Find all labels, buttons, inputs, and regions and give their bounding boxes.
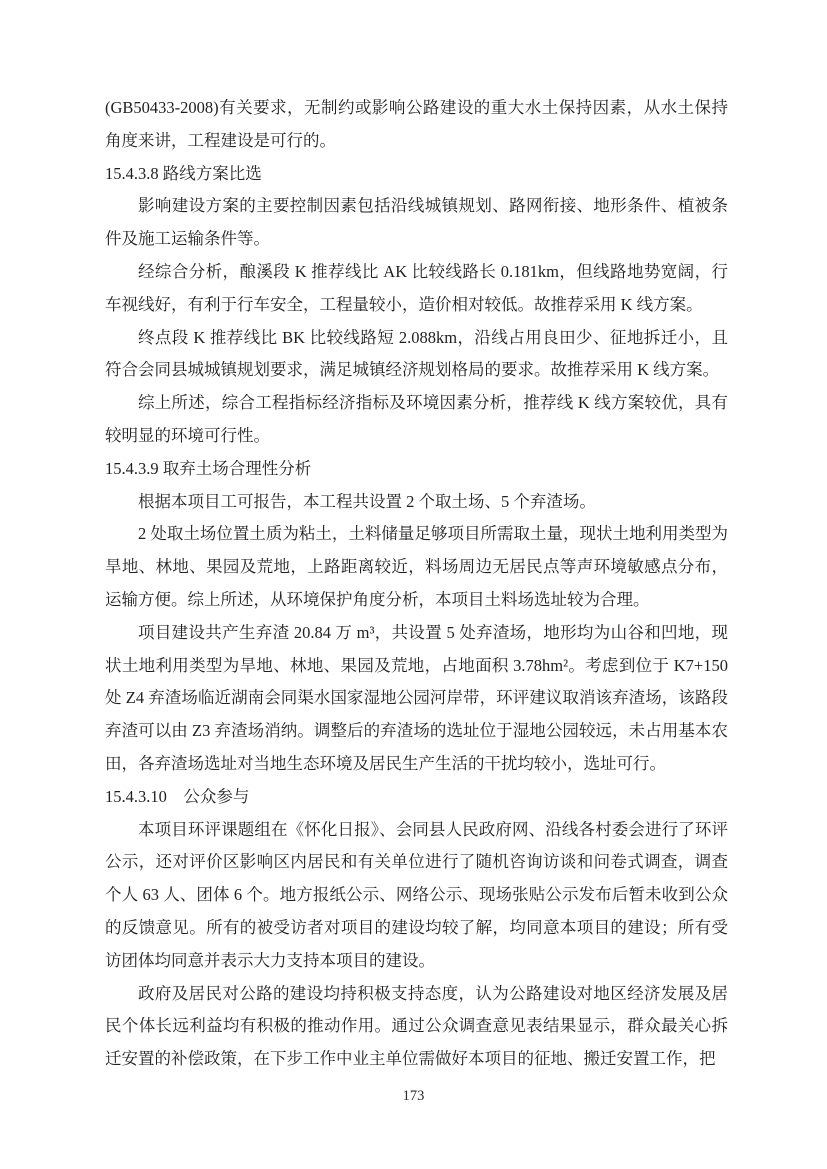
document-body	[105, 92, 728, 1076]
paragraph-public-attitude: 政府及居民对公路的建设均持积极支持态度，认为公路建设对地区经济发展及居民个体长远利益均有积极的推动作用。通过公众调查意见表结果显示，群众最关心拆迁安置的补偿政策，在下步工作中业主单位需做好本项目的征地、搬迁安置工作，把	[105, 983, 728, 1069]
section-heading-15-4-3-9: 15.4.3.9 取弃土场合理性分析	[105, 458, 312, 478]
paragraph-route-comparison-conclusion: 综上所述，综合工程指标经济指标及环境因素分析，推荐线 K 线方案较优，具有较明显的环境可行性。	[105, 393, 728, 445]
section-heading-15-4-3-8: 15.4.3.8 路线方案比选	[105, 163, 262, 183]
paragraph-borrow-spoil-sites-count: 根据本项目工可报告，本工程共设置 2 个取土场、5 个弃渣场。	[138, 491, 596, 511]
paragraph-borrow-sites-analysis: 2 处取土场位置土质为粘土，土料储量足够项目所需取土量，现状土地利用类型为旱地、林地、果园及荒地，上路距离较近，料场周边无居民点等声环境敏感点分布，运输方便。综上所述，从环境保护角度分析，本项目土料场选址较为合理。	[105, 524, 728, 609]
paragraph-water-soil-conclusion: (GB50433-2008)有关要求，无制约或影响公路建设的重大水土保持因素，从水土保持角度来讲，工程建设是可行的。	[105, 98, 728, 150]
page-number: 173	[402, 1088, 425, 1104]
paragraph-public-participation-survey: 本项目环评课题组在《怀化日报》、会同县人民政府网、沿线各村委会进行了环评公示，还对评价区影响区内居民和有关单位进行了随机咨询访谈和问卷式调查，调查个人 63 人、团体 6 个。地方报纸公示、网络公示、现场张贴公示发布后暂未收到公众的反馈意见。所有的被受访者对项目的建设均较了解，均同意本项目的建设；所有受访团体均同意并表示大力支持本项目的建设。	[105, 819, 728, 970]
paragraph-control-factors: 影响建设方案的主要控制因素包括沿线城镇规划、路网衔接、地形条件、植被条件及施工运输条件等。	[105, 196, 728, 249]
paragraph-niangxi-section-k-vs-ak: 经综合分析，酿溪段 K 推荐线比 AK 比较线路长 0.181km，但线路地势宽阔，行车视线好，有利于行车安全，工程量较小，造价相对较低。故推荐采用 K 线方案。	[105, 261, 728, 314]
section-heading-15-4-3-10: 15.4.3.10 公众参与	[105, 786, 250, 806]
paragraph-spoil-sites-analysis: 项目建设共产生弃渣 20.84 万 m³，共设置 5 处弃渣场，地形均为山谷和凹地，现状土地利用类型为旱地、林地、果园及荒地，占地面积 3.78hm²。考虑到位于 K7+150 处 Z4 弃渣场临近湖南会同渠水国家湿地公园河岸带，环评建议取消该弃渣场，该路段弃渣可以由 Z3 弃渣场消纳。调整后的弃渣场的选址位于湿地公园较远，未占用基本农田，各弃渣场选址对当地生态环境及居民生产生活的干扰均较小，选址可行。	[105, 622, 728, 773]
paragraph-endpoint-section-k-vs-bk: 终点段 K 推荐线比 BK 比较线路短 2.088km，沿线占用良田少、征地拆迁小，且符合会同县城城镇规划要求，满足城镇经济规划格局的要求。故推荐采用 K 线方案。	[105, 327, 728, 380]
